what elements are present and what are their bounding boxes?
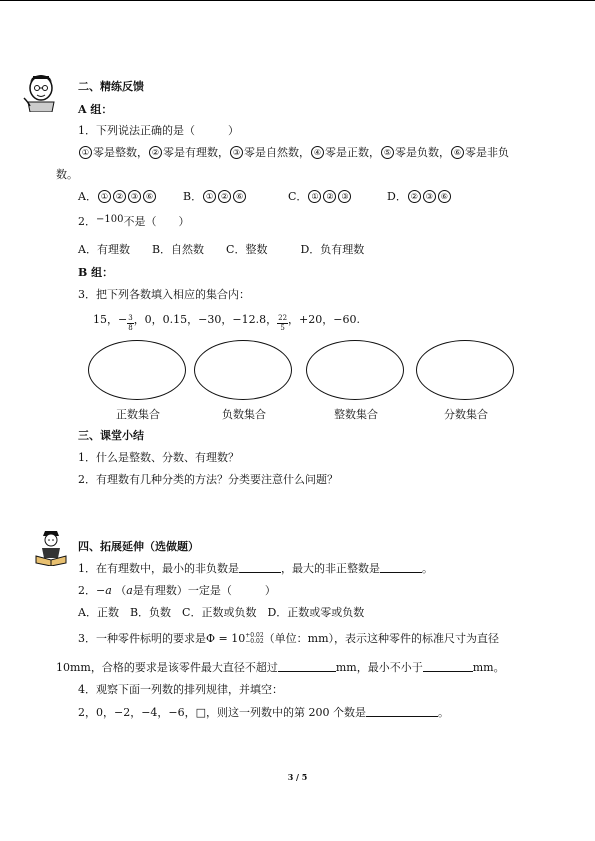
extension-q4: 4．观察下面一列数的排列规律，并填空：: [78, 683, 283, 696]
fraction: $\frac{22}{5}$: [278, 314, 288, 332]
number-badge: ②: [149, 146, 162, 159]
answer-blank[interactable]: [366, 705, 438, 717]
section-title: 三、课堂小结: [78, 429, 144, 442]
number-badge: ③: [230, 146, 243, 159]
extension-q2: 2．−a （a是有理数）一定是（ ）: [78, 584, 276, 597]
set-label: 正数集合: [116, 408, 160, 421]
group-label: A 组：: [78, 103, 113, 116]
number-badge: ④: [311, 146, 324, 159]
number-badge: ⑥: [451, 146, 464, 159]
option-c: C． ① ② ③: [288, 190, 352, 204]
fraction-set-oval: [416, 340, 514, 400]
question-2-options: A．有理数 B．自然数 C．整数 D．负有理数: [78, 243, 365, 256]
option-d: D． ② ③ ⑥: [387, 190, 452, 204]
fraction: $\frac{3}{8}$: [128, 314, 133, 332]
page-number: 3 / 5: [287, 772, 308, 782]
negative-set-oval: [194, 340, 292, 400]
answer-blank[interactable]: [423, 660, 473, 672]
extension-q3: 3．一种零件标明的要求是Φ = 10 +0.02 −0.02 （单位：mm），表示这种零件的标准尺寸为直径: [78, 632, 500, 645]
option-b: B． ① ② ⑥: [183, 190, 247, 204]
set-label: 分数集合: [444, 408, 488, 421]
summary-question: 2．有理数有几种分类的方法？分类要注意什么问题？: [78, 473, 338, 486]
set-label: 整数集合: [334, 408, 378, 421]
group-label: B 组：: [78, 266, 114, 279]
extension-q3-cont: 10mm，合格的要求是该零件最大直径不超过 mm，最小不小于 mm。: [56, 661, 505, 674]
statement-continuation: 数。: [56, 168, 78, 181]
number-list: 15，− $\frac{3}{8}$ ，0，0.15，−30，−12.8， $\frac{22}{5}$ ，+20，−60.: [93, 313, 360, 332]
answer-blank[interactable]: [239, 561, 281, 573]
option-a: A． ① ② ③ ⑥: [78, 190, 157, 204]
question-stem: 3．把下列各数填入相应的集合内：: [78, 288, 250, 301]
section-title: 二、精练反馈: [78, 80, 144, 93]
number-badge: ⑤: [381, 146, 394, 159]
extension-q4-seq: 2，0，−2，−4，−6，□，则这一列数中的第 200 个数是 。: [78, 706, 450, 719]
set-label: 负数集合: [222, 408, 266, 421]
extension-q1: 1．在有理数中，最小的非负数是 ，最大的非正整数是 。: [78, 562, 433, 575]
student-reading-icon: [22, 72, 60, 112]
number-badge: ①: [79, 146, 92, 159]
top-rule: [0, 0, 595, 1]
answer-blank[interactable]: [278, 660, 336, 672]
statements-line: ① 零是整数， ② 零是有理数， ③ 零是自然数， ④ 零是正数， ⑤ 零是负数， ⑥ 零是非负: [78, 146, 509, 160]
teacher-book-icon: [33, 528, 69, 566]
extension-q2-options: A．正数 B．负数 C．正数或负数 D．正数或零或负数: [78, 606, 365, 619]
question-stem: 1．下列说法正确的是（ ）: [78, 124, 239, 137]
positive-set-oval: [88, 340, 186, 400]
summary-question: 1．什么是整数、分数、有理数？: [78, 451, 239, 464]
answer-blank[interactable]: [380, 561, 422, 573]
integer-set-oval: [306, 340, 404, 400]
question-2: 2．−100不是（ ）: [78, 214, 190, 228]
section-title: 四、拓展延伸（选做题）: [78, 540, 199, 553]
